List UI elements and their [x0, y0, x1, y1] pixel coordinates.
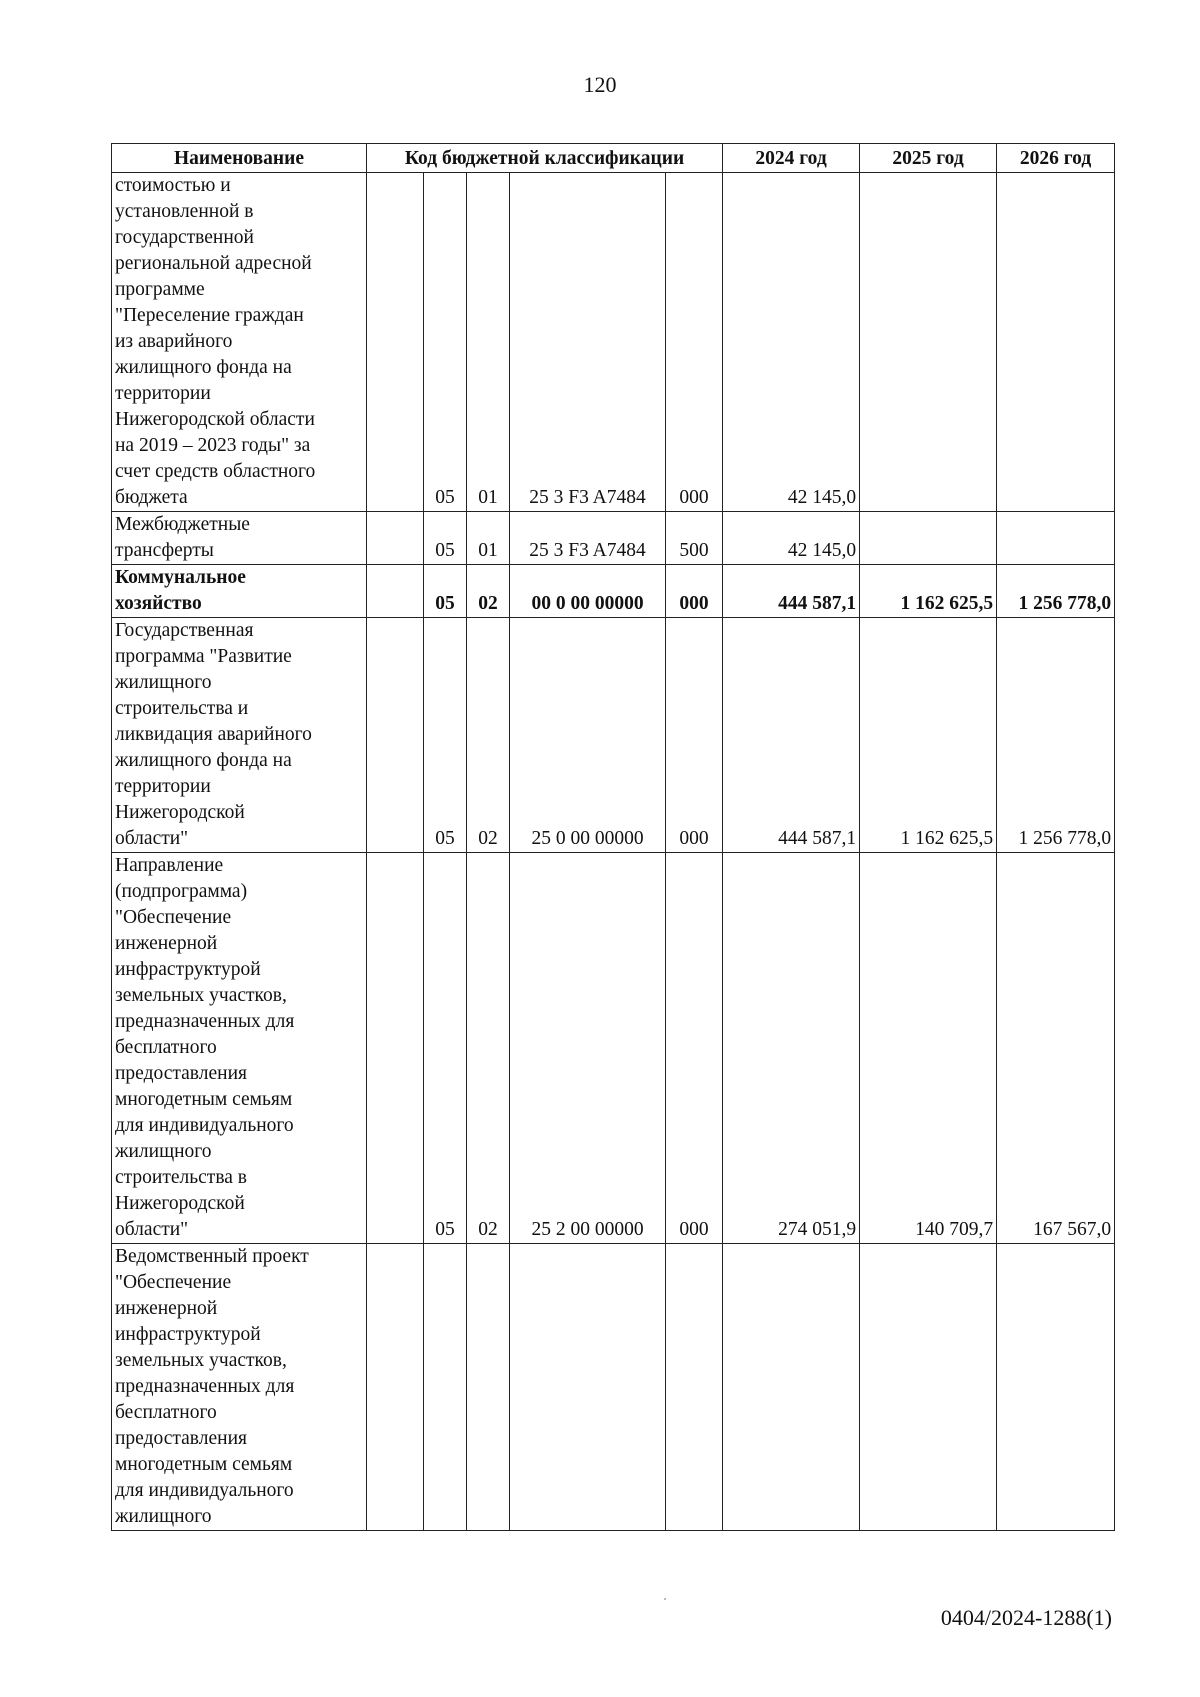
row-value-2026: [997, 1244, 1115, 1531]
row-code-target: [510, 1244, 666, 1531]
table-row: [112, 512, 1115, 565]
row-name: Ведомственный проект "Обеспечение инженерной инфраструктурой земельных участков, предназначенных для бесплатного предоставления многодетным семьям для индивидуального жилищного: [112, 1244, 367, 1531]
row-code-1: [367, 853, 424, 1244]
row-value-2025: [860, 173, 997, 512]
budget-table: [111, 143, 1115, 1531]
row-code-subsection: [467, 1244, 510, 1531]
row-value-2025: 1 162 625,5: [860, 565, 997, 618]
row-name: Государственная программа "Развитие жилищного строительства и ликвидация аварийного жилищного фонда на территории Нижегородской области": [112, 618, 367, 853]
row-code-expense-type: 000: [666, 853, 723, 1244]
row-code-section: 05: [424, 618, 467, 853]
row-code-1: [367, 512, 424, 565]
row-value-2026: 167 567,0: [997, 853, 1115, 1244]
row-value-2026: 1 256 778,0: [997, 565, 1115, 618]
header-name: Наименование: [112, 144, 367, 173]
row-name: Коммунальное хозяйство: [112, 565, 367, 618]
row-code-subsection: 01: [467, 512, 510, 565]
row-name: Направление (подпрограмма) "Обеспечение инженерной инфраструктурой земельных участков, предназначенных для бесплатного предоставления многодетным семьям для индивидуального жилищного строительства в Нижегородской области": [112, 853, 367, 1244]
row-code-section: 05: [424, 565, 467, 618]
page-number: 120: [583, 72, 617, 97]
row-code-expense-type: 000: [666, 618, 723, 853]
row-code-target: 25 3 F3 A7484: [510, 512, 666, 565]
row-value-2024: 42 145,0: [723, 512, 860, 565]
table-header-row: [112, 144, 1115, 173]
row-value-2024: 42 145,0: [723, 173, 860, 512]
header-2025: 2025 год: [860, 144, 997, 173]
row-value-2024: 444 587,1: [723, 565, 860, 618]
row-value-2025: [860, 1244, 997, 1531]
row-code-section: [424, 1244, 467, 1531]
row-code-subsection: 02: [467, 618, 510, 853]
row-value-2026: 1 256 778,0: [997, 618, 1115, 853]
row-code-expense-type: 000: [666, 565, 723, 618]
row-value-2026: [997, 512, 1115, 565]
row-value-2024: 274 051,9: [723, 853, 860, 1244]
row-code-target: 00 0 00 00000: [510, 565, 666, 618]
row-code-section: 05: [424, 173, 467, 512]
row-code-1: [367, 618, 424, 853]
row-code-target: 25 3 F3 A7484: [510, 173, 666, 512]
row-code-expense-type: [666, 1244, 723, 1531]
header-2026: 2026 год: [997, 144, 1115, 173]
row-code-target: 25 0 00 00000: [510, 618, 666, 853]
row-code-1: [367, 173, 424, 512]
table-row: [112, 173, 1115, 512]
row-value-2025: 1 162 625,5: [860, 618, 997, 853]
row-value-2025: 140 709,7: [860, 853, 997, 1244]
document-id: 0404/2024-1288(1): [940, 1605, 1112, 1630]
row-code-subsection: 01: [467, 173, 510, 512]
row-value-2024: 444 587,1: [723, 618, 860, 853]
row-code-section: 05: [424, 853, 467, 1244]
table-row: [112, 853, 1115, 1244]
row-name: Межбюджетные трансферты: [112, 512, 367, 565]
table-row: [112, 618, 1115, 853]
scan-speck: [664, 1598, 666, 1600]
row-code-section: 05: [424, 512, 467, 565]
row-value-2026: [997, 173, 1115, 512]
header-code: Код бюджетной классификации: [367, 144, 723, 173]
table-row: [112, 565, 1115, 618]
row-code-target: 25 2 00 00000: [510, 853, 666, 1244]
row-code-expense-type: 500: [666, 512, 723, 565]
row-name: стоимостью и установленной в государственной региональной адресной программе "Переселение граждан из аварийного жилищного фонда на территории Нижегородской области на 2019 – 2023 годы" за счет средств областного бюджета: [112, 173, 367, 512]
row-value-2024: [723, 1244, 860, 1531]
row-code-1: [367, 1244, 424, 1531]
row-code-subsection: 02: [467, 565, 510, 618]
row-code-subsection: 02: [467, 853, 510, 1244]
table-row: [112, 1244, 1115, 1531]
header-2024: 2024 год: [723, 144, 860, 173]
row-value-2025: [860, 512, 997, 565]
row-code-1: [367, 565, 424, 618]
row-code-expense-type: 000: [666, 173, 723, 512]
